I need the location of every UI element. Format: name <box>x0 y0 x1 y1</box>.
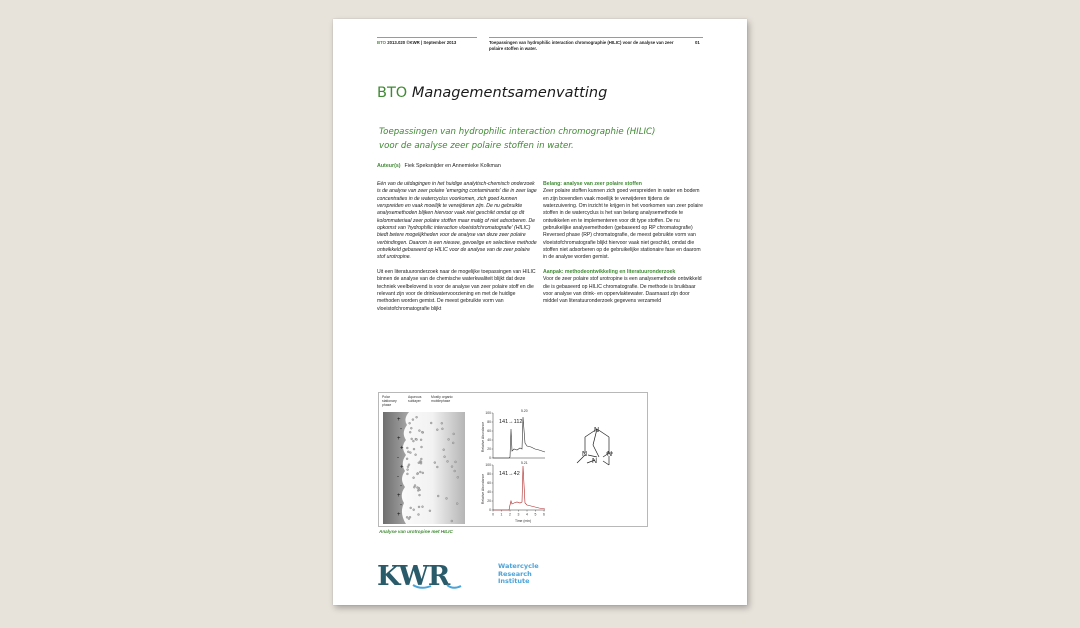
charge-symbol: - <box>400 502 402 509</box>
analyte-particle <box>407 469 409 471</box>
analyte-particle <box>448 438 450 440</box>
logo-letters: KWR <box>377 561 450 592</box>
label-polar-phase: Polar <box>382 395 390 399</box>
charge-symbol: + <box>397 417 401 423</box>
analyte-particle <box>410 507 412 509</box>
x-axis-label: Time (min) <box>515 519 532 523</box>
charge-symbol: + <box>397 493 401 499</box>
atom-n: N <box>582 451 588 458</box>
page-title <box>377 85 607 101</box>
structure-atoms <box>582 427 612 465</box>
charge-symbol: + <box>397 512 401 518</box>
subtitle-line: Toepassingen van hydrophilic interaction chromographie (HILIC) <box>379 127 656 137</box>
analyte-particle <box>420 458 422 460</box>
transition-label-bottom: 141→42 <box>499 471 520 477</box>
analyte-particle <box>419 489 421 491</box>
authors-names: Fiek Speksnijder en Annemieke Kolkman <box>404 163 501 169</box>
analyte-particle <box>419 494 421 496</box>
analyte-particle <box>457 476 459 478</box>
peak-label-bottom: 5.21 <box>521 461 528 465</box>
analyte-particle <box>451 520 453 522</box>
x-tick-label: 5 <box>534 512 537 517</box>
atom-n: N <box>607 451 613 458</box>
x-tick-label: 6 <box>543 512 545 517</box>
analyte-particle <box>418 462 420 464</box>
analyte-particle <box>411 438 413 440</box>
section-heading-aanpak: Aanpak: methodeontwikkeling en literatuuronderzoek <box>543 269 676 276</box>
page-number: 01 <box>695 40 700 45</box>
analyte-particle <box>407 451 409 453</box>
subtitle-line: voor de analyse zeer polaire stoffen in water. <box>379 141 574 151</box>
figure-panel <box>378 392 648 527</box>
y-tick-label: 80 <box>487 472 491 476</box>
right-column <box>543 181 703 313</box>
analyte-particle <box>454 470 456 472</box>
body-paragraph: Voor de zeer polaire stof urotropine is een analysemethode ontwikkeld die is gebaseerd op HILIC chromatografie. De methode is bruikbaar voor analyse van drink- en oppervlaktewater. Daarnaast zijn door middel van literatuuronderzoek gegevens verzameld <box>543 276 702 305</box>
analyte-particle <box>413 486 415 488</box>
charge-symbol: + <box>397 436 401 442</box>
y-axis-label: Relative Abundance <box>481 421 485 453</box>
analyte-particle <box>418 506 420 508</box>
analyte-particle <box>409 516 411 518</box>
charge-symbol: - <box>397 455 399 461</box>
charge-symbol: + <box>400 445 404 452</box>
analyte-particle <box>443 449 445 451</box>
analyte-particle <box>409 422 411 424</box>
analyte-particle <box>429 510 431 512</box>
header-rule-right <box>489 37 703 38</box>
charge-symbol: - <box>400 483 402 490</box>
analyte-particle <box>409 431 411 433</box>
y-tick-label: 60 <box>487 429 491 433</box>
y-tick-label: 0 <box>489 456 491 460</box>
authors-line <box>377 163 501 169</box>
analyte-particle <box>452 442 454 444</box>
charge-symbol: - <box>400 426 402 433</box>
label-aqueous: Aqueous <box>408 395 422 399</box>
analyte-particle <box>434 462 436 464</box>
analyte-particle <box>406 516 408 518</box>
atom-n: N <box>592 458 598 465</box>
analyte-particle <box>420 439 422 441</box>
analyte-particle <box>422 506 424 508</box>
analyte-particle <box>421 431 423 433</box>
analyte-particle <box>406 458 408 460</box>
tagline-line: Watercycle <box>498 562 539 570</box>
analyte-particle <box>412 440 414 442</box>
analyte-particle <box>406 447 408 449</box>
document-page <box>333 19 747 605</box>
charge-symbol: + <box>400 464 404 471</box>
label-organic: mobilephase <box>431 399 451 403</box>
y-tick-label: 20 <box>487 499 491 503</box>
analyte-particle <box>413 448 415 450</box>
charge-symbol: - <box>397 474 399 480</box>
analyte-particle <box>416 416 418 418</box>
analyte-particle <box>418 514 420 516</box>
analyte-particle <box>446 497 448 499</box>
analyte-particle <box>436 466 438 468</box>
left-column <box>377 181 537 320</box>
figure-graphic <box>379 393 647 526</box>
analyte-particle <box>441 422 443 424</box>
intro-paragraph: Eén van de uitdagingen in het huidige analytisch-chemisch onderzoek is de analyse van zeer polaire 'emerging contaminants' die in zeer lage concentraties in de watercyclus voorkomen, zich goed kunnen verspreiden en vaak moeilijk te verwijderen zijn. De nu gebruikte analysemethoden blijken hiervoor vaak niet geschikt omdat op dit kolommateriaal zeer polaire stoffen maar matig of niet adsorberen. De opkomst van 'hydrophilic interaction vloeistofchromatografie' (HILIC) biedt betere mogelijkheden voor de analyse van deze zeer polaire verbindingen. Daarom is een nieuwe, gevoelige en selectieve methode ontwikkeld gebaseerd op HILIC voor de analyse van de zeer polaire stof urotropine. <box>377 181 537 261</box>
y-tick-label: 40 <box>487 490 491 494</box>
y-tick-label: 60 <box>487 481 491 485</box>
chromatogram-top <box>481 409 545 460</box>
figure-caption: Analyse van urotropine met HILIC <box>379 529 453 534</box>
y-tick-label: 80 <box>487 420 491 424</box>
analyte-particle <box>437 495 439 497</box>
label-polar-phase: phase <box>382 403 392 407</box>
chromatogram-bottom <box>481 461 545 523</box>
title-brand: BTO <box>377 85 408 101</box>
tagline-line: Institute <box>498 577 530 586</box>
analyte-particle <box>416 439 418 441</box>
analyte-particle <box>416 473 418 475</box>
analyte-particle <box>436 429 438 431</box>
header-running-title: Toepassingen van hydrophilic interaction chromographie (HILIC) voor de analyse van zeer polaire stoffen in water. <box>489 40 674 51</box>
analyte-particle <box>420 461 422 463</box>
y-tick-label: 20 <box>487 447 491 451</box>
analyte-particle <box>453 433 455 435</box>
analyte-particle <box>407 466 409 468</box>
analyte-particle <box>412 419 414 421</box>
analyte-particle <box>441 428 443 430</box>
analyte-particle <box>444 456 446 458</box>
authors-label: Auteur(s) <box>377 163 401 169</box>
atom-n: N <box>594 427 600 434</box>
y-tick-label: 100 <box>485 463 491 467</box>
analyte-particle <box>447 460 449 462</box>
tagline-line: Research <box>498 569 532 578</box>
analyte-particle <box>409 452 411 454</box>
analyte-particle <box>415 454 417 456</box>
logo-tagline <box>498 563 539 586</box>
label-polar-phase: stationary <box>382 399 397 403</box>
x-tick-label: 3 <box>517 512 520 517</box>
x-tick-label: 1 <box>500 512 503 517</box>
x-tick-label: 2 <box>509 512 511 517</box>
label-aqueous: sublayer <box>408 399 421 403</box>
analyte-particle <box>430 422 432 424</box>
y-tick-label: 40 <box>487 438 491 442</box>
analyte-particle <box>406 473 408 475</box>
analyte-particle <box>410 427 412 429</box>
analyte-particle <box>413 477 415 479</box>
section-heading-belang: Belang: analyse van zeer polaire stoffen <box>543 181 642 187</box>
logo-wave-icon <box>447 585 461 588</box>
document-subtitle <box>379 125 719 153</box>
analyte-particle <box>455 461 457 463</box>
y-axis-label: Relative Abundance <box>481 473 485 505</box>
analyte-particle <box>456 503 458 505</box>
transition-label-top: 141→112 <box>499 419 523 425</box>
kwr-logo <box>377 560 517 594</box>
analyte-particle <box>408 464 410 466</box>
analyte-particle <box>418 430 420 432</box>
y-tick-label: 100 <box>485 411 491 415</box>
x-tick-label: 0 <box>492 512 494 517</box>
analyte-particle <box>451 466 453 468</box>
analyte-particle <box>419 471 421 473</box>
analyte-particle <box>422 472 424 474</box>
header-report-id: BTO 2013.020 ©KWR | September 2013 <box>377 40 457 45</box>
header-rule-left <box>377 37 477 38</box>
label-organic: Mostly organic <box>431 395 453 399</box>
title-text: Managementsamenvatting <box>411 85 608 101</box>
y-tick-label: 0 <box>489 508 491 512</box>
analyte-particle <box>413 509 415 511</box>
peak-label-top: 5.20 <box>521 409 528 413</box>
analyte-particle <box>421 446 423 448</box>
body-paragraph: Zeer polaire stoffen kunnen zich goed verspreiden in water en bodem en zijn bovendien vaak moeilijk te verwijderen tijdens de waterzuivering. Om inzicht te krijgen in het voorkomen van zeer polaire stoffen in de watercyclus is het van belang analysemethode te ontwikkelen en te implementeren voor dit type stoffen. De nu gebruikelijke analysemethoden (gebaseerd op RP chromatografie) Reversed phase (RP) chromatografie, de meest gebruikte vorm van vloeistofchromatografie blijkt hiervoor vaak niet geschikt, omdat die stoffen niet adsorberen op de gebruikelijke stationaire fase en daarom in de analyse worden gemist. <box>543 188 703 261</box>
x-tick-label: 4 <box>526 512 528 517</box>
body-paragraph: Uit een literatuuronderzoek naar de mogelijke toepassingen van HILIC binnen de analyse van de chemische waterkwaliteit blijkt dat deze techniek veelbelovend is voor de analyse van zeer polaire stoff en die relevant zijn voor de drinkwatervoorziening en met de huidige methoden worden gemist. De meest gebruikte vorm van vloeistofchromatografie blijkt <box>377 269 536 312</box>
